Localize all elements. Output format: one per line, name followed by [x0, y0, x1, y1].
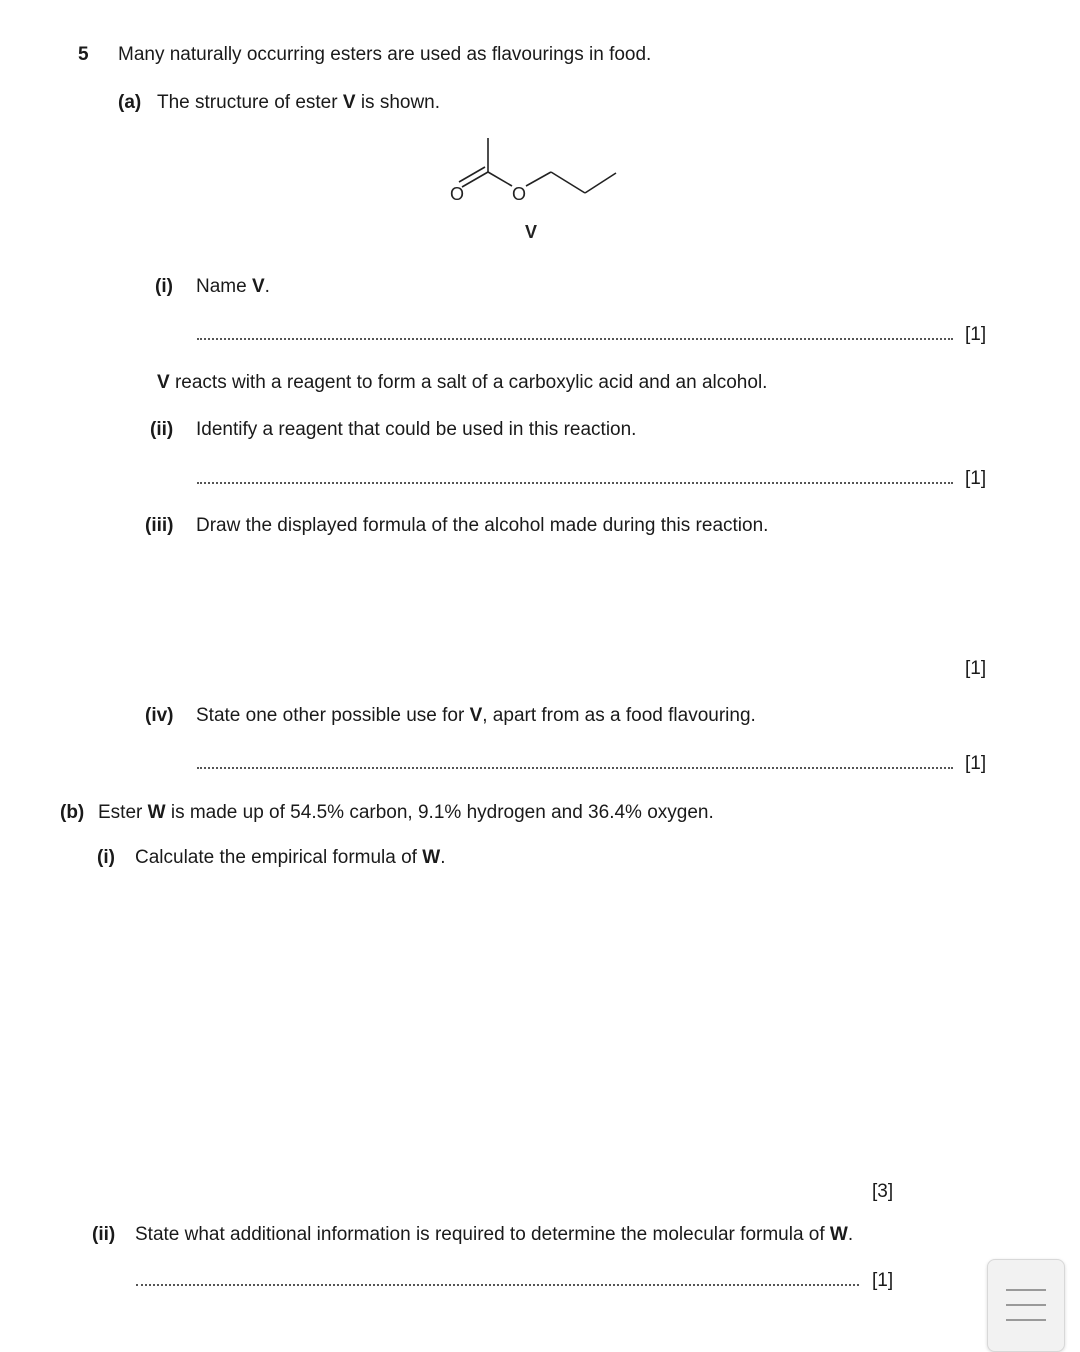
sub-ii-label: (ii): [150, 419, 174, 440]
menu-button[interactable]: [987, 1259, 1065, 1352]
marks-b-i: [3]: [872, 1181, 894, 1202]
sub-b-i-text: Calculate the empirical formula of W.: [135, 847, 446, 868]
part-b-text: Ester W is made up of 54.5% carbon, 9.1% hydrogen and 36.4% oxygen.: [98, 802, 714, 823]
sub-b-ii-label: (ii): [92, 1224, 116, 1245]
marks-b-ii: [1]: [872, 1270, 894, 1291]
carbonyl-bond-1: [462, 172, 488, 187]
ester-v-structure: [440, 130, 640, 250]
reaction-statement: V reacts with a reagent to form a salt of a carboxylic acid and an alcohol.: [157, 372, 768, 393]
sub-iv-text: State one other possible use for V, apart from as a food flavouring.: [196, 705, 756, 726]
sub-b-ii-text: State what additional information is required to determine the molecular formula of W.: [135, 1224, 854, 1245]
ester-bond-2: [526, 172, 551, 186]
part-a-text: The structure of ester V is shown.: [157, 92, 441, 113]
ester-oxygen-label: O: [512, 184, 527, 204]
sub-b-i-label: (i): [97, 847, 115, 868]
question-intro: Many naturally occurring esters are used as flavourings in food.: [118, 44, 652, 65]
carbonyl-oxygen-label: O: [450, 184, 465, 204]
marks-a-iv: [1]: [965, 753, 987, 774]
carbonyl-bond-2: [459, 167, 485, 182]
sub-i-label: (i): [155, 276, 173, 297]
ester-bond-1: [488, 172, 512, 186]
question-number: 5: [78, 44, 89, 65]
answer-line-a-ii[interactable]: [197, 482, 953, 484]
structure-label: V: [525, 222, 538, 242]
marks-a-i: [1]: [965, 324, 987, 345]
sub-iii-label: (iii): [145, 515, 174, 536]
sub-i-text: Name V.: [196, 276, 270, 297]
chain-bond-1: [551, 172, 585, 193]
marks-a-iii: [1]: [965, 658, 987, 679]
sub-iii-text: Draw the displayed formula of the alcohol made during this reaction.: [196, 515, 769, 536]
answer-line-b-ii[interactable]: [136, 1284, 859, 1286]
chain-bond-2: [585, 173, 616, 193]
part-b-label: (b): [60, 802, 85, 823]
part-a-label: (a): [118, 92, 142, 113]
sub-iv-label: (iv): [145, 705, 174, 726]
answer-line-a-iv[interactable]: [197, 767, 953, 769]
marks-a-ii: [1]: [965, 468, 987, 489]
sub-ii-text: Identify a reagent that could be used in this reaction.: [196, 419, 637, 440]
answer-line-a-i[interactable]: [197, 338, 953, 340]
